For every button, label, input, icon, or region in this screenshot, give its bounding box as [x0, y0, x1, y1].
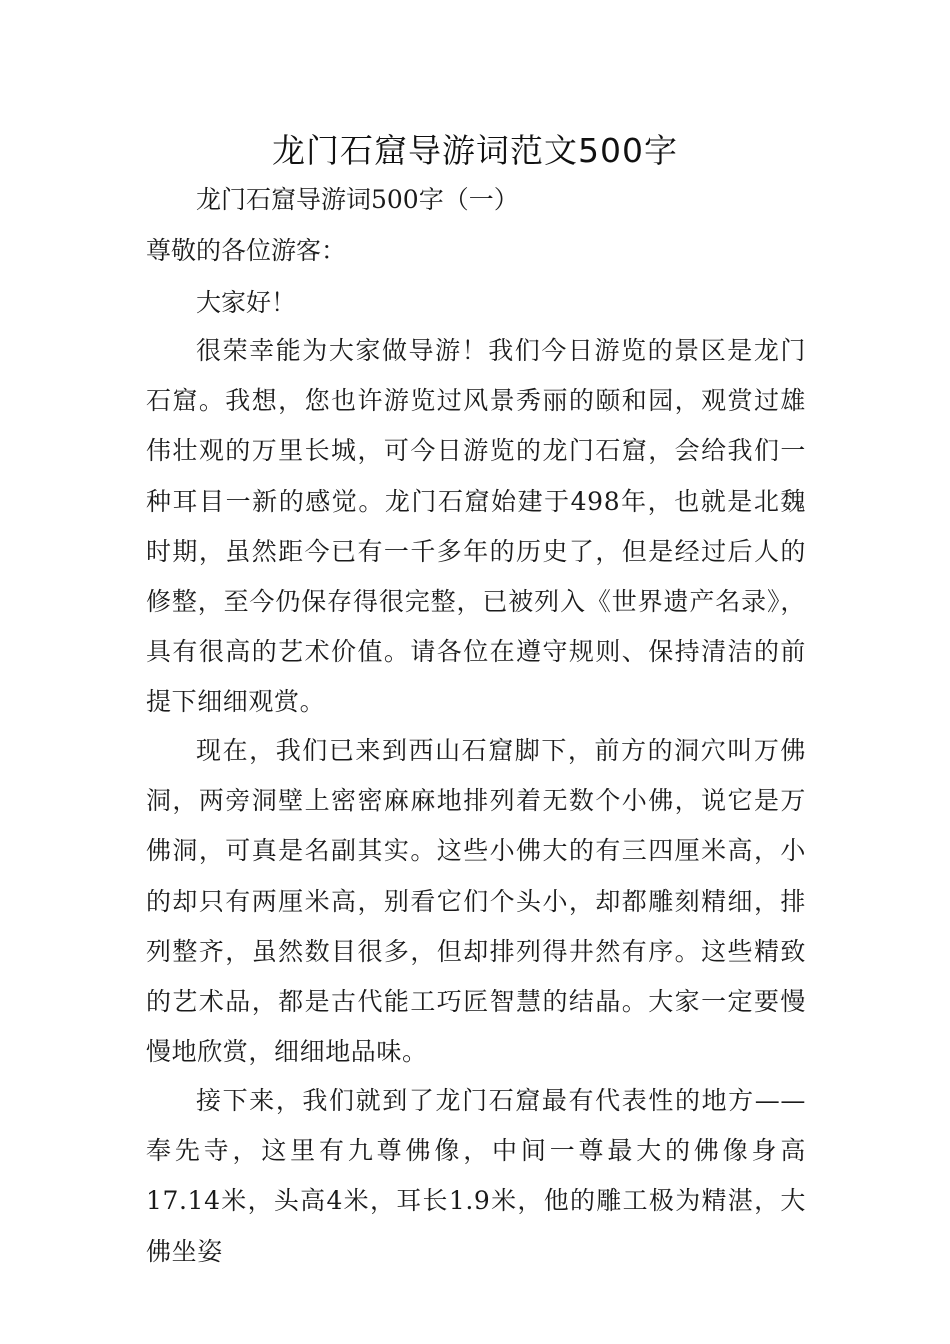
body-paragraph: 接下来，我们就到了龙门石窟最有代表性的地方——奉先寺，这里有九尊佛像，中间一尊最大的佛像身高17.14米，头高4米，耳长1.9米，他的雕工极为精湛，大佛坐姿 — [146, 1086, 806, 1266]
section-subtitle: 龙门石窟导游词500字（一） — [196, 185, 519, 214]
body-paragraph: 很荣幸能为大家做导游！我们今日游览的景区是龙门石窟。我想，您也许游览过风景秀丽的颐和园，观赏过雄伟壮观的万里长城，可今日游览的龙门石窟，会给我们一种耳目一新的感觉。龙门石窟始建于498年，也就是北魏时期，虽然距今已有一千多年的历史了，但是经过后人的修整，至今仍保存得很完整，已被列入《世界遗产名录》，具有很高的艺术价值。请各位在遵守规则、保持清洁的前提下细细观赏。 — [146, 336, 806, 717]
salutation-line: 尊敬的各位游客： — [146, 236, 347, 265]
document-title: 龙门石窟导游词范文500字 — [272, 131, 678, 170]
body-paragraph: 现在，我们已来到西山石窟脚下，前方的洞穴叫万佛洞，两旁洞壁上密密麻麻地排列着无数个小佛，说它是万佛洞，可真是名副其实。这些小佛大的有三四厘米高，小的却只有两厘米高，别看它们个头小，却都雕刻精细，排列整齐，虽然数目很多，但却排列得井然有序。这些精致的艺术品，都是古代能工巧匠智慧的结晶。大家一定要慢慢地欣赏，细细地品味。 — [146, 736, 806, 1067]
greeting-line: 大家好！ — [196, 288, 297, 317]
